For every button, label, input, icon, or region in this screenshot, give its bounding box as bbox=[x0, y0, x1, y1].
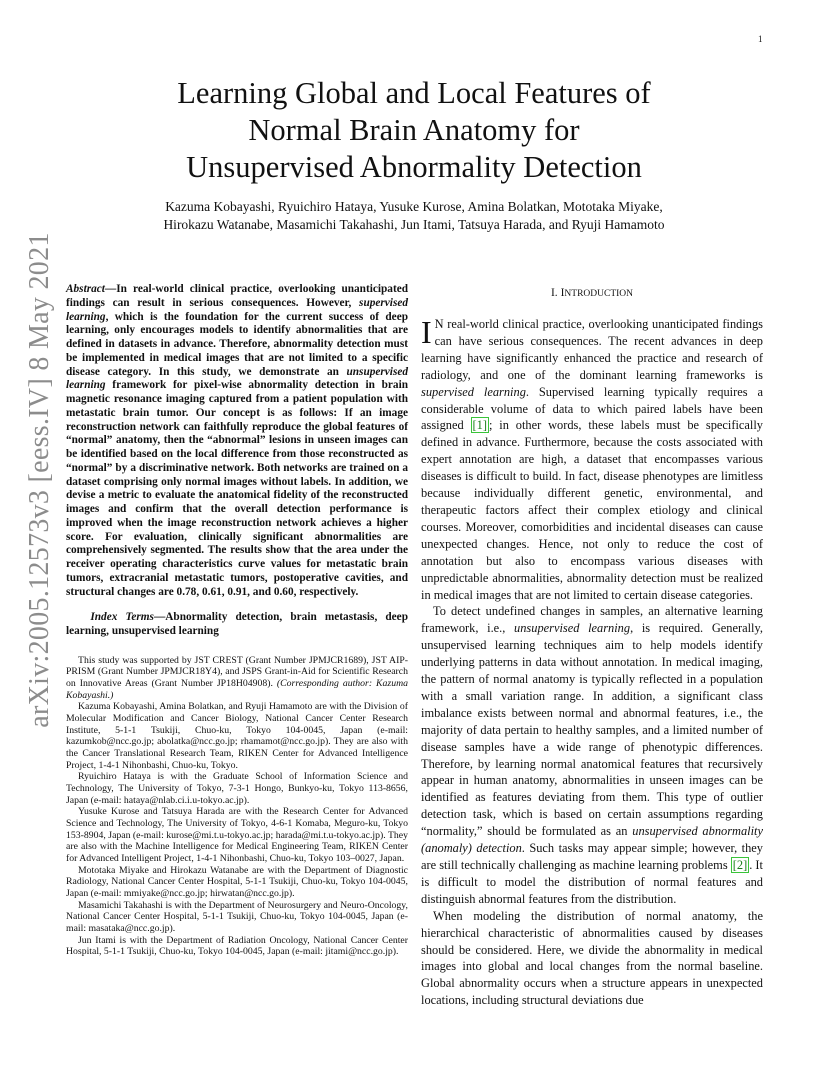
section-title-rest: NTRODUCTION bbox=[564, 289, 634, 299]
footnote-affiliation-4: Mototaka Miyake and Hirokazu Watanabe are with the Department of Diagnostic Radiology, National Cancer Center Hospital, 5-1-1 Tsukiji, Chuo-ku, Tokyo 104-0045, Japan (e-mail: mmiyake@ncc.go.jp; hirwatan@ncc.go.jp). bbox=[66, 864, 408, 899]
abstract-emph-2: unsupervised learning bbox=[66, 365, 408, 392]
authors-line-2: Hirokazu Watanabe, Masamichi Takahashi, Jun Itami, Tatsuya Harada, and Ryuji Hamamoto bbox=[163, 217, 665, 232]
abstract-text-2: , which is the foundation for the current success of deep learning, only encourages models to identify abnormalities that are defined in datasets in advance. Therefore, abnormality detection must be implemented in medical images that are not limited to a specific disease category. In this study, we demonstrate an bbox=[66, 310, 408, 378]
footnote-funding-text: This study was supported by JST CREST (Grant Number JPMJCR1689), JST AIP-PRISM (Grant Number JPMJCR18Y4), and JSPS Grant-in-Aid for Scientific Research on Innovative Areas (Grant Number JP18H04908). bbox=[66, 654, 408, 690]
p1-text-1: N real-world clinical practice, overlooking unanticipated findings can have serious consequences. The recent advances in deep learning have significantly enhanced the practice and research of radiology, and one of the dominant learning frameworks is bbox=[421, 317, 763, 382]
index-terms-text: Abnormality detection, brain metastasis, deep learning, unsupervised learning bbox=[66, 611, 408, 637]
index-terms-label: Index Terms bbox=[90, 611, 154, 624]
p2-text-3: . Such tasks may appear simple; however, they are still technically challenging as machine learning problems bbox=[421, 841, 763, 872]
section-heading bbox=[421, 287, 763, 299]
abstract bbox=[66, 283, 408, 599]
arxiv-stamp bbox=[15, 232, 65, 728]
title-line-3: Unsupervised Abnormality Detection bbox=[186, 150, 642, 184]
footnotes bbox=[66, 655, 408, 958]
right-column bbox=[421, 283, 763, 1009]
p1-emph-1: supervised learning bbox=[421, 384, 526, 399]
abstract-text-3: framework for pixel-wise abnormality detection in brain magnetic resonance imaging captured from a patient population with metastatic brain tumor. Our concept is as follows: If an image reconstruction network can faithfully reproduce the global features of “normal” anatomy, then the “abnormal” lesions in unseen images can be identified based on the local difference from those reconstructed as “normal” by a discriminative network. Both networks are trained on a dataset comprising only normal images without labels. In addition, we devise a metric to evaluate the anatomical fidelity of the reconstructed images and confirm that the overall detection performance is improved when the image reconstruction network achieves a higher score. For evaluation, clinically significant abnormalities are comprehensively segmented. The results show that the area under the receiver operating characteristics curve values for metastatic brain tumors, extracranial metastatic tumors, postoperative cavities, and structural changes are 0.78, 0.61, 0.91, and 0.60, respectively. bbox=[66, 379, 408, 598]
footnote-affiliation-1: Kazuma Kobayashi, Amina Bolatkan, and Ryuji Hamamoto are with the Division of Molecular Modification and Cancer Biology, National Cancer Center Research Institute, 5-1-1 Tsukiji, Chuo-ku, Tokyo 104-0045, Japan (e-mail: kazumkob@ncc.go.jp; abolatka@ncc.go.jp; rhamamot@ncc.go.jp). They are also with the Cancer Translational Research Team, RIKEN Center for Advanced Intelligence Project, 1-4-1 Nihonbashi, Chuo-ku, Tokyo. bbox=[66, 701, 408, 771]
paragraph-2 bbox=[421, 603, 763, 907]
paragraph-3: When modeling the distribution of normal anatomy, the hierarchical characteristic of abnormalities caused by diseases should be considered. Here, we divide the abnormality in medical images into global and local changes from the normal baseline. Global abnormality occurs when a structure appears in unexpected locations, including structural deviations due bbox=[421, 908, 763, 1008]
p1-text-3: ; in other words, these labels must be specifically defined in advance. Furthermore, because the costs associated with expert annotation are high, a dataset that encompasses various diseases is difficult to build. In fact, disease phenotypes are limitless because individually different genetic, environmental, and therapeutic factors affect their complex etiology and clinical courses. Moreover, comorbidities and incidental diseases can cause unexpected changes. Hence, not only to reduce the cost of annotation but also to encompass various diseases with unpredictable abnormalities, abnormality detection must be realized in medical images that are not limited to certain disease categories. bbox=[421, 418, 763, 602]
author-list bbox=[110, 198, 718, 234]
section-number: I. bbox=[550, 287, 561, 299]
paragraph-1 bbox=[421, 316, 763, 603]
authors-line-1: Kazuma Kobayashi, Ryuichiro Hataya, Yusuke Kurose, Amina Bolatkan, Mototaka Miyake, bbox=[165, 199, 663, 214]
section-title-cap: I bbox=[560, 287, 565, 299]
introduction-body bbox=[421, 316, 763, 1009]
footnote-affiliation-3: Yusuke Kurose and Tatsuya Harada are with the Research Center for Advanced Science and Technology, The University of Tokyo, 4-6-1 Komaba, Meguro-ku, Tokyo 153-8904, Japan (e-mail: kurose@mi.t.u-tokyo.ac.jp; harada@mi.t.u-tokyo.ac.jp). They are also with the Machine Intelligence for Medical Engineering Team, RIKEN Center for Advanced Intelligent Project, 1-4-1 Nihonbashi, Chuo-ku, Tokyo 103–0027, Japan. bbox=[66, 806, 408, 864]
abstract-label: Abstract bbox=[66, 283, 105, 295]
p2-emph-1: unsupervised learning bbox=[514, 621, 631, 636]
page-number: 1 bbox=[758, 34, 763, 44]
abstract-emph-1: supervised learning bbox=[66, 296, 408, 323]
index-terms bbox=[66, 611, 408, 639]
left-column bbox=[66, 283, 408, 958]
p2-text-4: . It is difficult to model the distribution of normal features and distinguish abnormal features from the distribution. bbox=[421, 858, 763, 906]
footnote-corresponding: (Corresponding author: Kazuma Kobayashi.) bbox=[66, 678, 409, 701]
abstract-dash: — bbox=[104, 283, 117, 295]
paper-title bbox=[110, 75, 718, 186]
citation-link-1[interactable]: [1] bbox=[472, 418, 487, 433]
p2-text-2: , is required. Generally, unsupervised learning techniques aim to help models identify underlying patterns in data without annotation. In medical imaging, the pattern of normal anatomy is typically reflected in a population with a small variation range. In addition, a significant class imbalance exists between normal and abnormal features, i.e., the majority of data pertain to healthy samples, and a limited number of disease samples have a wide range of phenotypic differences. Therefore, by learning normal anatomical features that recursively appear in human anatomy, abnormalities in unseen images can be identified as features deviating from them. This type of outlier detection task, which is based on certain assumptions regarding “normality,” should be formulated as an bbox=[421, 621, 763, 839]
citation-link-2[interactable]: [2] bbox=[732, 858, 748, 872]
index-terms-dash: — bbox=[153, 611, 166, 624]
title-line-2: Normal Brain Anatomy for bbox=[248, 113, 580, 147]
drop-cap: I bbox=[421, 314, 432, 350]
arxiv-id: arXiv:2005.12573v3 [eess.IV] 8 May 2021 bbox=[24, 232, 55, 728]
footnote-affiliation-5: Masamichi Takahashi is with the Department of Neurosurgery and Neuro-Oncology, National Cancer Center Hospital, 5-1-1 Tsukiji, Chuo-ku, Tokyo 104-0045, Japan (e-mail: masataka@ncc.go.jp). bbox=[66, 899, 408, 934]
title-line-1: Learning Global and Local Features of bbox=[177, 76, 651, 110]
footnote-funding bbox=[66, 655, 408, 702]
p2-emph-2: unsupervised abnormality (anomaly) detection bbox=[421, 824, 764, 856]
footnote-affiliation-6: Jun Itami is with the Department of Radiation Oncology, National Cancer Center Hospital, 5-1-1 Tsukiji, Chuo-ku, Tokyo 104-0045, Japan (e-mail: jitami@ncc.go.jp). bbox=[66, 934, 408, 958]
p2-text-1: To detect undefined changes in samples, an alternative learning framework, i.e., bbox=[421, 604, 763, 636]
footnote-affiliation-2: Ryuichiro Hataya is with the Graduate School of Information Science and Technology, The University of Tokyo, 7-3-1 Hongo, Bunkyo-ku, Tokyo 113-8656, Japan (e-mail: hataya@nlab.ci.i.u-tokyo.ac.jp). bbox=[66, 771, 408, 806]
p1-text-2: . Supervised learning typically requires a considerable volume of data to which paired labels have been assigned bbox=[421, 384, 763, 433]
abstract-text-1: In real-world clinical practice, overlooking unanticipated findings can result in serious consequences. However, bbox=[66, 283, 408, 309]
